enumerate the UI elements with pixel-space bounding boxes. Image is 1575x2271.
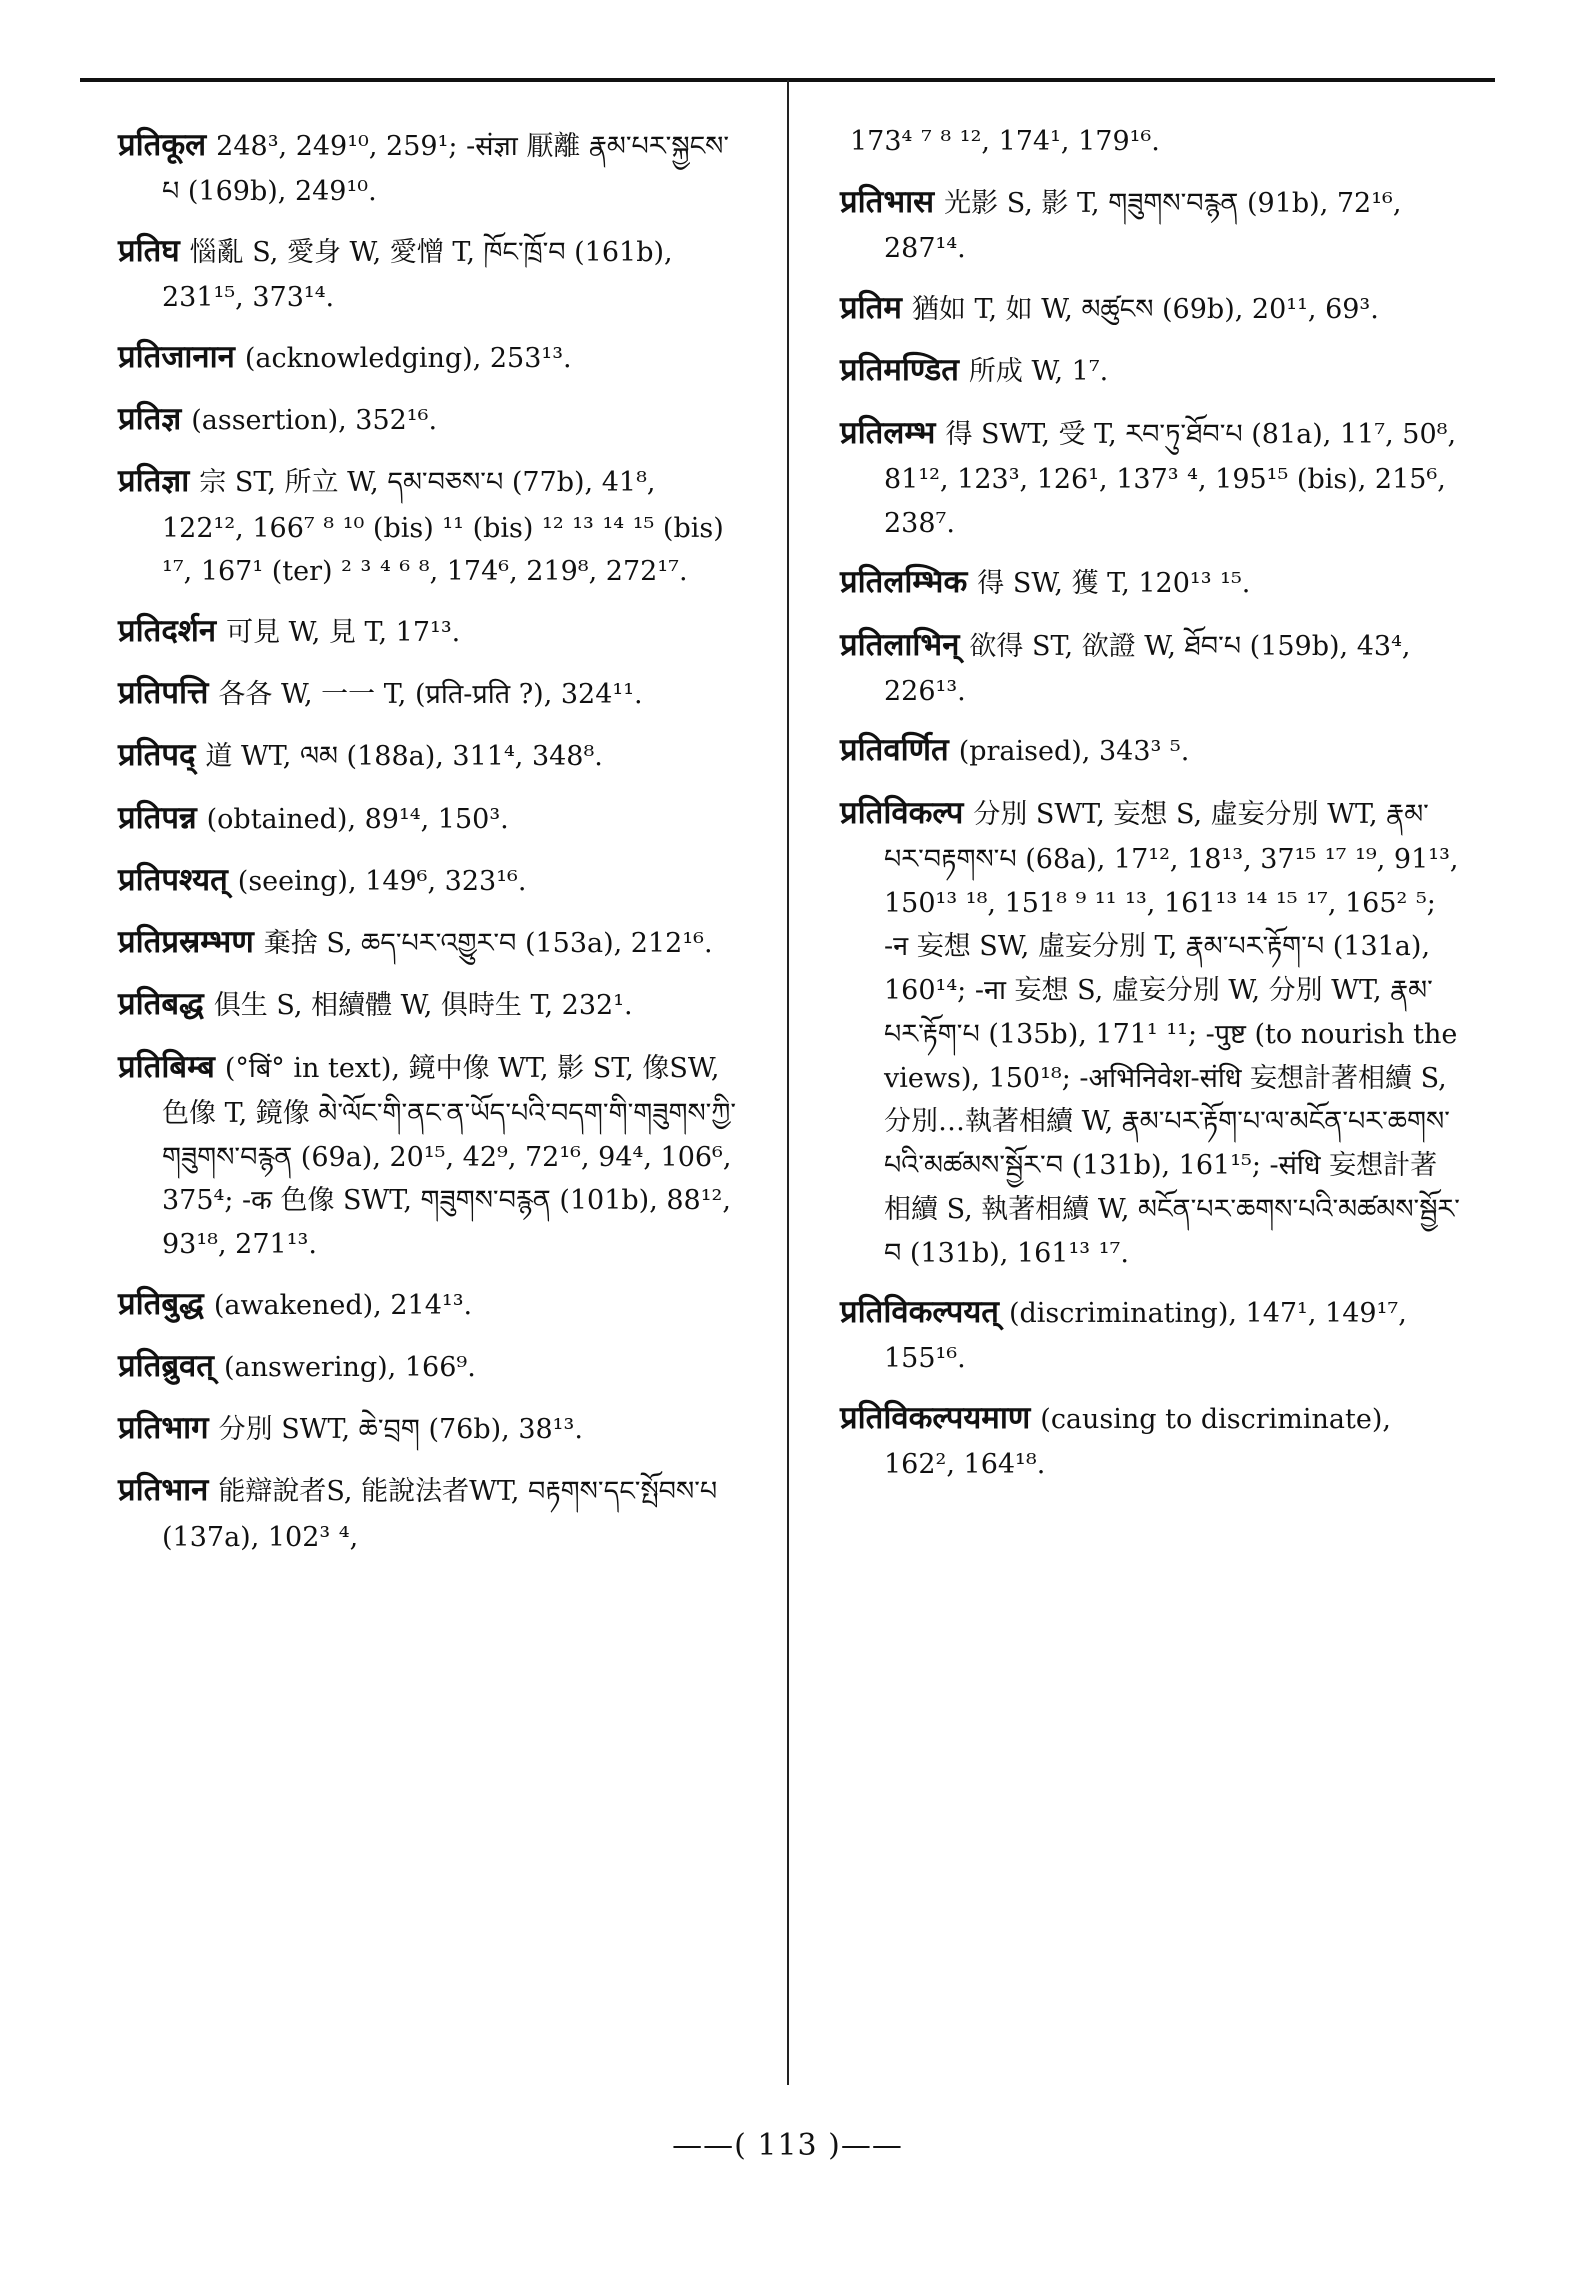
entry-headword: प्रतिवर्णित — [840, 732, 949, 769]
entry-definition: 分別 SWT, ཆེ་བྲག (76b), 38¹³. — [218, 1414, 583, 1446]
dictionary-entry — [840, 345, 1460, 395]
dictionary-entry — [118, 456, 738, 594]
entry-definition: 道 WT, ལམ (188a), 311⁴, 348⁸. — [205, 741, 603, 773]
dictionary-entry — [840, 408, 1460, 546]
dictionary-entry — [118, 120, 738, 214]
dictionary-entry — [118, 1403, 738, 1453]
entry-definition: 得 SW, 獲 T, 120¹³ ¹⁵. — [977, 568, 1251, 600]
dictionary-entry — [118, 793, 738, 843]
page-number: ——( 113 )—— — [672, 2128, 903, 2163]
entry-headword: प्रतिविकल्पयत् — [840, 1294, 999, 1331]
dictionary-entry — [840, 620, 1460, 714]
entry-definition: 惱亂 S, 愛身 W, 愛憎 T, ཁོང་ཁྲོ་བ (161b), 231¹⁵, 373¹⁴. — [162, 236, 673, 314]
dictionary-entry — [840, 1287, 1460, 1381]
entry-headword: प्रतिबिम्ब — [118, 1048, 215, 1085]
entry-definition: 能辯說者S, 能說法者WT, བརྟགས་དང་སྤོབས་པ (137a), 102³ ⁴, — [162, 1476, 718, 1553]
dictionary-entry — [118, 394, 738, 444]
entry-headword: प्रतिज्ञ — [118, 401, 182, 438]
entry-definition: (causing to discriminate), 162², 164¹⁸. — [884, 1404, 1391, 1481]
entry-definition: 248³, 249¹⁰, 259¹; -संज्ञा 厭離 རྣམ་པར་སྐྱངས་པ (169b), 249¹⁰. — [162, 131, 730, 208]
entry-headword: प्रतिबद्ध — [118, 986, 204, 1023]
entry-definition: 欲得 ST, 欲證 W, ཐོབ་པ (159b), 43⁴, 226¹³. — [884, 630, 1411, 707]
column-divider — [787, 80, 789, 2085]
dictionary-entry — [840, 115, 1460, 165]
dictionary-entry — [840, 177, 1460, 271]
entry-headword: प्रतिप्रस्रम्भण — [118, 924, 254, 961]
entry-definition: (praised), 343³ ⁵. — [958, 736, 1190, 768]
entry-headword: प्रतिलम्भिक — [840, 564, 968, 601]
dictionary-entry — [118, 730, 738, 780]
entry-headword: प्रतिघ — [118, 232, 180, 269]
entry-headword: प्रतिमण्डित — [840, 352, 959, 389]
entry-headword: प्रतिपश्यत् — [118, 861, 228, 898]
entry-headword: प्रतिजानान — [118, 338, 235, 375]
dictionary-entry — [118, 979, 738, 1029]
entry-definition: 可見 W, 見 T, 17¹³. — [226, 617, 461, 649]
entry-headword: प्रतिलम्भ — [840, 414, 936, 451]
dictionary-entry — [118, 1341, 738, 1391]
entry-headword: प्रतिभान — [118, 1472, 209, 1509]
entry-headword: प्रतिभास — [840, 184, 935, 221]
entry-headword: प्रतिपत्ति — [118, 675, 209, 712]
entry-headword: प्रतिपद् — [118, 737, 196, 774]
entry-definition: 分別 SWT, 妄想 S, 虛妄分別 WT, རྣམ་པར་བརྟགས་པ (68a), 17¹², 18¹³, 37¹⁵ ¹⁷ ¹⁹, 91¹³, 150¹³ ¹⁸, 151⁸ ⁹ ¹¹ ¹³, 161¹³ ¹⁴ ¹⁵ ¹⁷, 165² ⁵; -न 妄想 SW, 虛妄分別 T, རྣམ་པར་རྟོག་པ (131a), 160¹⁴; -ना 妄想 S, 虛妄分別 W, 分別 WT, རྣམ་པར་རྟོག་པ (135b), 171¹ ¹¹; -पुष्ट (to nourish the views), 150¹⁸; -अभिनिवेश-संधि 妄想計著相續 S, 分別…執著相續 W, རྣམ་པར་རྟོག་པ་ལ་མངོན་པར་ཆགས་པའི་མཚམས་སྦྱོར་བ (131b), 161¹⁵; -संधि 妄想計著相續 S, 執著相續 W, མངོན་པར་ཆགས་པའི་མཚམས་སྦྱོར་བ (131b), 161¹³ ¹⁷. — [884, 798, 1460, 1269]
entry-definition: (seeing), 149⁶, 323¹⁶. — [237, 865, 527, 897]
entry-definition: (discriminating), 147¹, 149¹⁷, 155¹⁶. — [884, 1298, 1407, 1375]
dictionary-entry — [840, 788, 1460, 1276]
entry-definition: 173⁴ ⁷ ⁸ ¹², 174¹, 179¹⁶. — [850, 126, 1160, 157]
dictionary-entry — [118, 855, 738, 905]
dictionary-entry — [118, 606, 738, 656]
entry-headword: प्रतिभाग — [118, 1410, 209, 1447]
entry-headword: प्रतिविकल्पयमाण — [840, 1400, 1031, 1437]
entry-headword: प्रतिबुद्ध — [118, 1285, 204, 1322]
entry-definition: 猶如 T, 如 W, མཚུངས (69b), 20¹¹, 69³. — [911, 294, 1379, 326]
dictionary-entry — [840, 557, 1460, 607]
entry-definition: (°बिं° in text), 鏡中像 WT, 影 ST, 像SW, 色像 T, 鏡像 མེ་ལོང་གི་ནང་ན་ཡོད་པའི་བདག་གི་གཟུགས་ཀྱི་གཟུགས་བརྙན (69a), 20¹⁵, 42⁹, 72¹⁶, 94⁴, 106⁶, 375⁴; -क 色像 SWT, གཟུགས་བརྙན (101b), 88¹², 93¹⁸, 271¹³. — [162, 1052, 737, 1260]
entry-definition: 棄捨 S, ཆད་པར་འགྱུར་བ (153a), 212¹⁶. — [263, 928, 713, 960]
entry-definition: (assertion), 352¹⁶. — [191, 405, 438, 437]
dictionary-entry — [118, 332, 738, 382]
entry-definition: (acknowledging), 253¹³. — [244, 342, 572, 374]
entry-definition: 光影 S, 影 T, གཟུགས་བརྙན (91b), 72¹⁶, 287¹⁴. — [884, 188, 1402, 265]
dictionary-entry — [840, 725, 1460, 775]
entry-headword: प्रतिदर्शन — [118, 613, 217, 650]
dictionary-entry — [840, 283, 1460, 333]
entry-headword: प्रतिकूल — [118, 127, 207, 163]
entry-definition: 得 SWT, 受 T, རབ་ཏུ་ཐོབ་པ (81a), 11⁷, 50⁸, 81¹², 123³, 126¹, 137³ ⁴, 195¹⁵ (bis), 215⁶, 238⁷. — [884, 418, 1457, 539]
right-column — [840, 115, 1460, 1499]
entry-definition: (obtained), 89¹⁴, 150³. — [206, 803, 509, 835]
dictionary-entry — [118, 917, 738, 967]
dictionary-entry — [118, 1465, 738, 1559]
dictionary-entry — [118, 1279, 738, 1329]
entry-definition: (answering), 166⁹. — [223, 1351, 476, 1383]
entry-headword: प्रतिज्ञा — [118, 463, 190, 500]
dictionary-entry — [840, 1393, 1460, 1487]
dictionary-entry — [118, 668, 738, 718]
entry-headword: प्रतिब्रुवत् — [118, 1347, 214, 1384]
entry-definition: 所成 W, 1⁷. — [968, 356, 1109, 388]
entry-definition: 宗 ST, 所立 W, དམ་བཅས་པ (77b), 41⁸, 122¹², 166⁷ ⁸ ¹⁰ (bis) ¹¹ (bis) ¹² ¹³ ¹⁴ ¹⁵ (bis) ¹⁷, 167¹ (ter) ² ³ ⁴ ⁶ ⁸, 174⁶, 219⁸, 272¹⁷. — [162, 467, 724, 588]
entry-headword: प्रतिलाभिन् — [840, 626, 960, 663]
entry-headword: प्रतिविकल्प — [840, 794, 964, 831]
dictionary-entry — [118, 1042, 738, 1267]
entry-headword: प्रतिपन्न — [118, 799, 197, 836]
entry-headword: प्रतिम — [840, 290, 902, 327]
entry-definition: (awakened), 214¹³. — [213, 1289, 473, 1321]
dictionary-entry — [118, 226, 738, 320]
left-column — [118, 120, 738, 1571]
entry-definition: 俱生 S, 相續體 W, 俱時生 T, 232¹. — [213, 990, 633, 1022]
entry-definition: 各各 W, 一一 T, (प्रति-प्रति ?), 324¹¹. — [218, 679, 643, 711]
